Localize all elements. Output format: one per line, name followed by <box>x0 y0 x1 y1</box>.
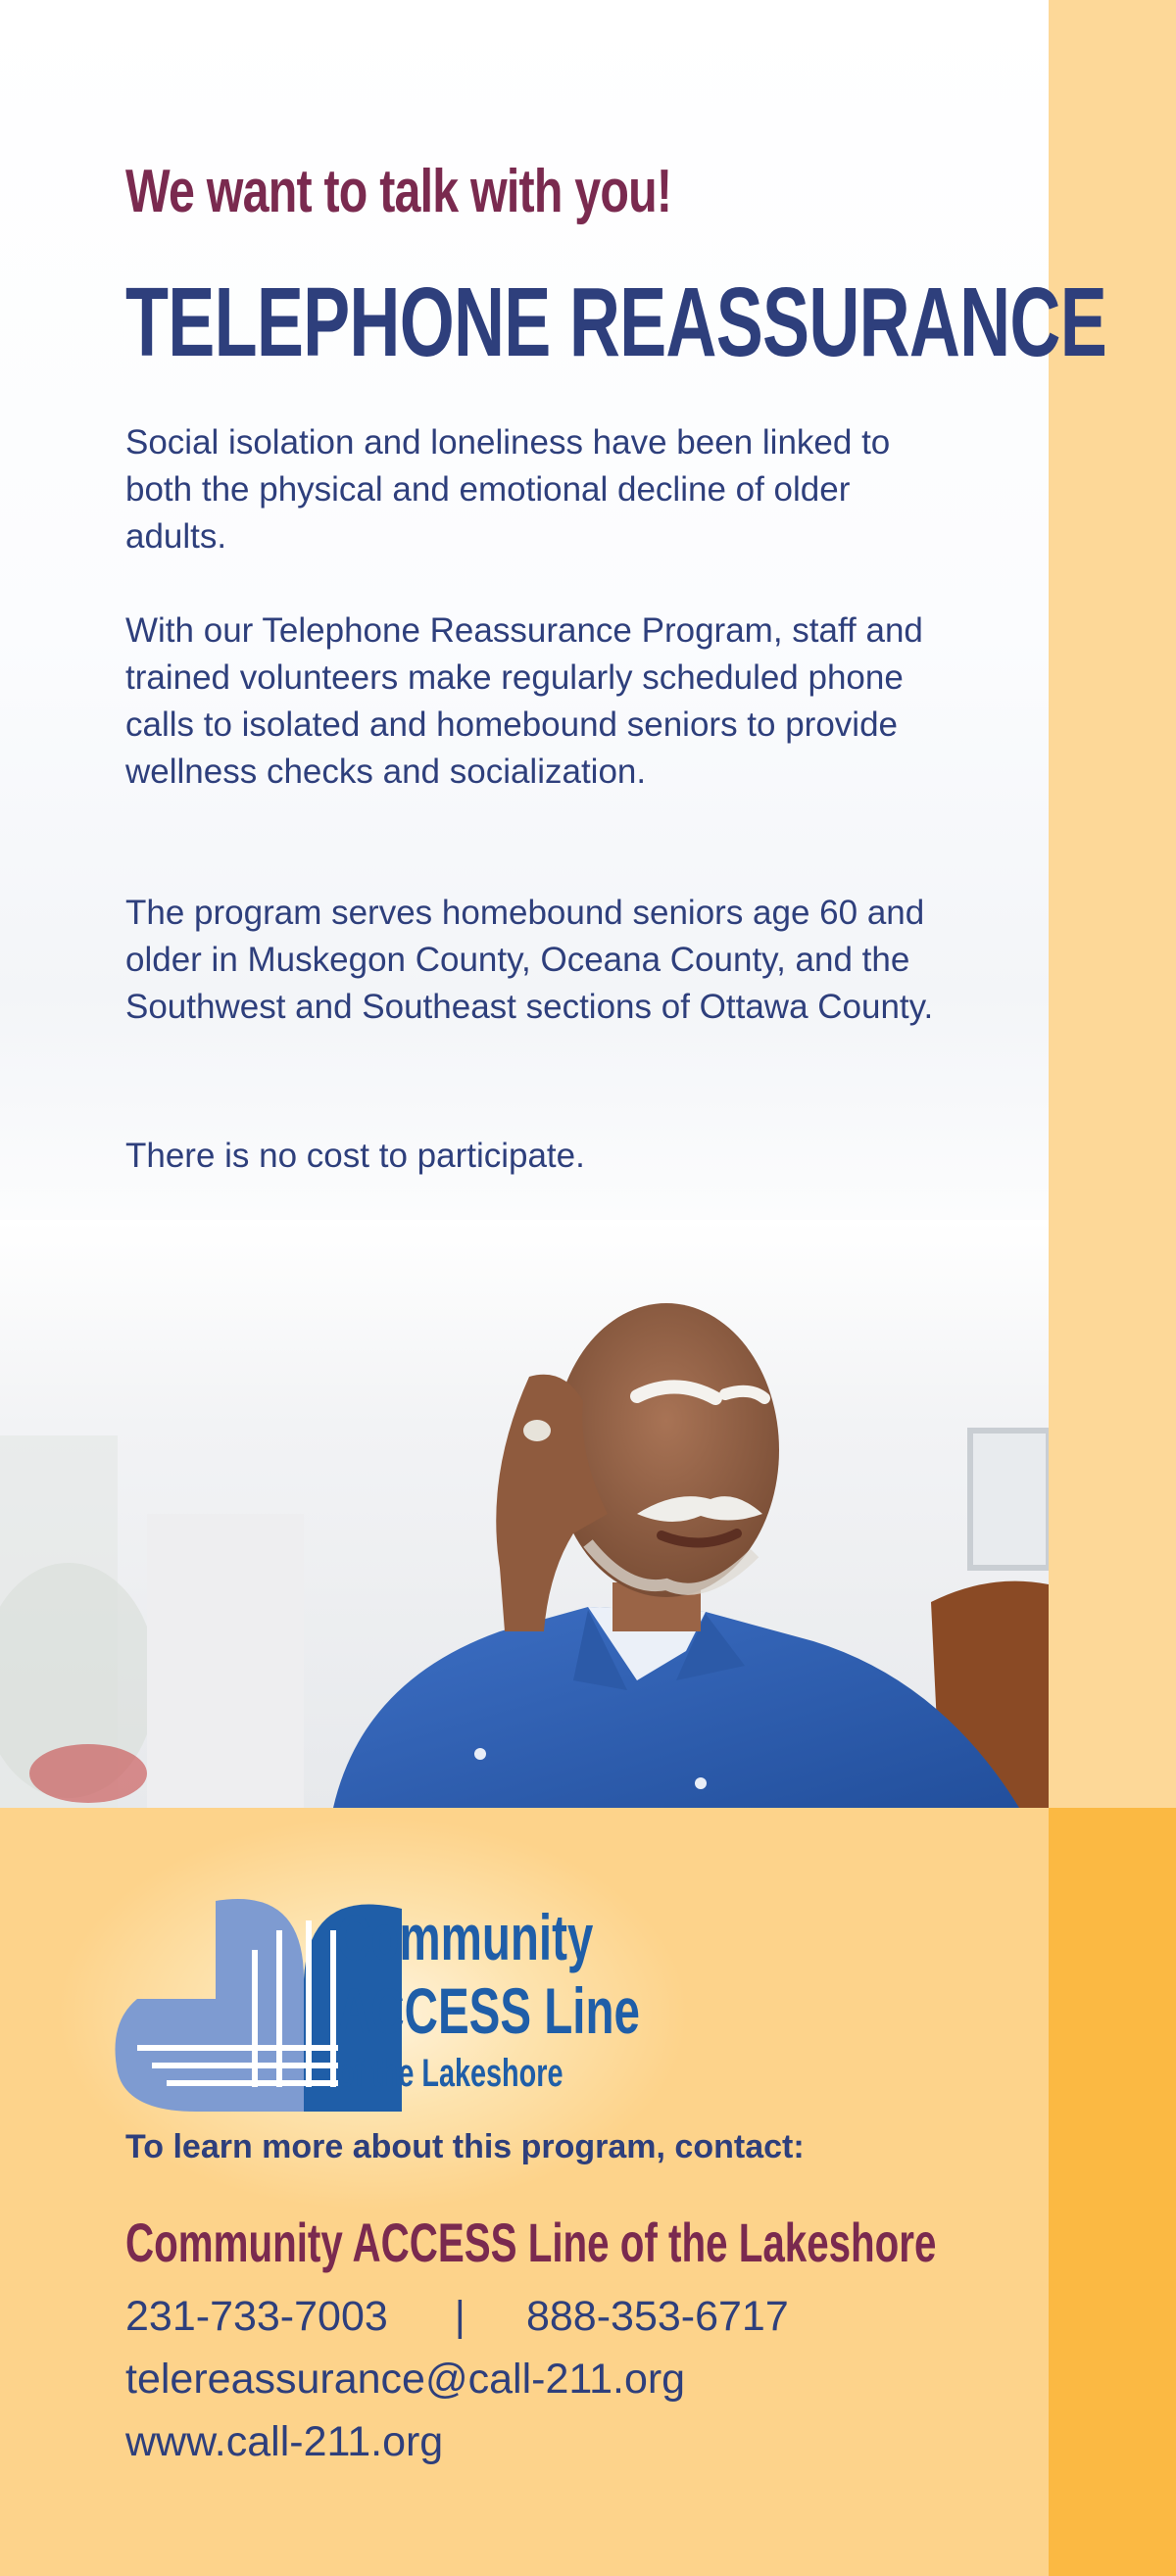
tagline: We want to talk with you! <box>125 158 672 225</box>
organization-name: Community ACCESS Line of the Lakeshore <box>125 2211 937 2273</box>
email-link[interactable]: telereassurance@call-211.org <box>125 2356 686 2403</box>
paragraph-no-cost: There is no cost to participate. <box>125 1137 585 1175</box>
side-strip-dark <box>1049 1808 1176 2576</box>
paragraph-isolation: Social isolation and loneliness have been linked to both the physical and emotional decline of older adults. <box>125 423 891 556</box>
phone-numbers <box>125 2293 789 2341</box>
logo-text-line-1: Community <box>337 1901 594 1973</box>
page-title: TELEPHONE REASSURANCE <box>125 267 1107 377</box>
logo-text-line-2: ACCESS Line <box>337 1974 640 2047</box>
logo-text-line-3: of the Lakeshore <box>337 2052 564 2095</box>
website-link[interactable]: www.call-211.org <box>125 2418 444 2465</box>
paragraph-service-area: The program serves homebound seniors age 60 and older in Muskegon County, Oceana County, and the Southwest and Southeast sections of Ottawa County. <box>125 894 934 1026</box>
contact-heading: To learn more about this program, contact: <box>125 2128 805 2165</box>
phone-toll-free[interactable]: 888-353-6717 <box>525 2293 789 2340</box>
paragraph-program: With our Telephone Reassurance Program, staff and trained volunteers make regularly scheduled phone calls to isolated and homebound seniors to provide wellness checks and socialization. <box>125 611 923 791</box>
phone-separator: | <box>454 2293 466 2340</box>
senior-on-phone-photo <box>0 1220 1049 1808</box>
phone-local[interactable]: 231-733-7003 <box>125 2293 388 2340</box>
